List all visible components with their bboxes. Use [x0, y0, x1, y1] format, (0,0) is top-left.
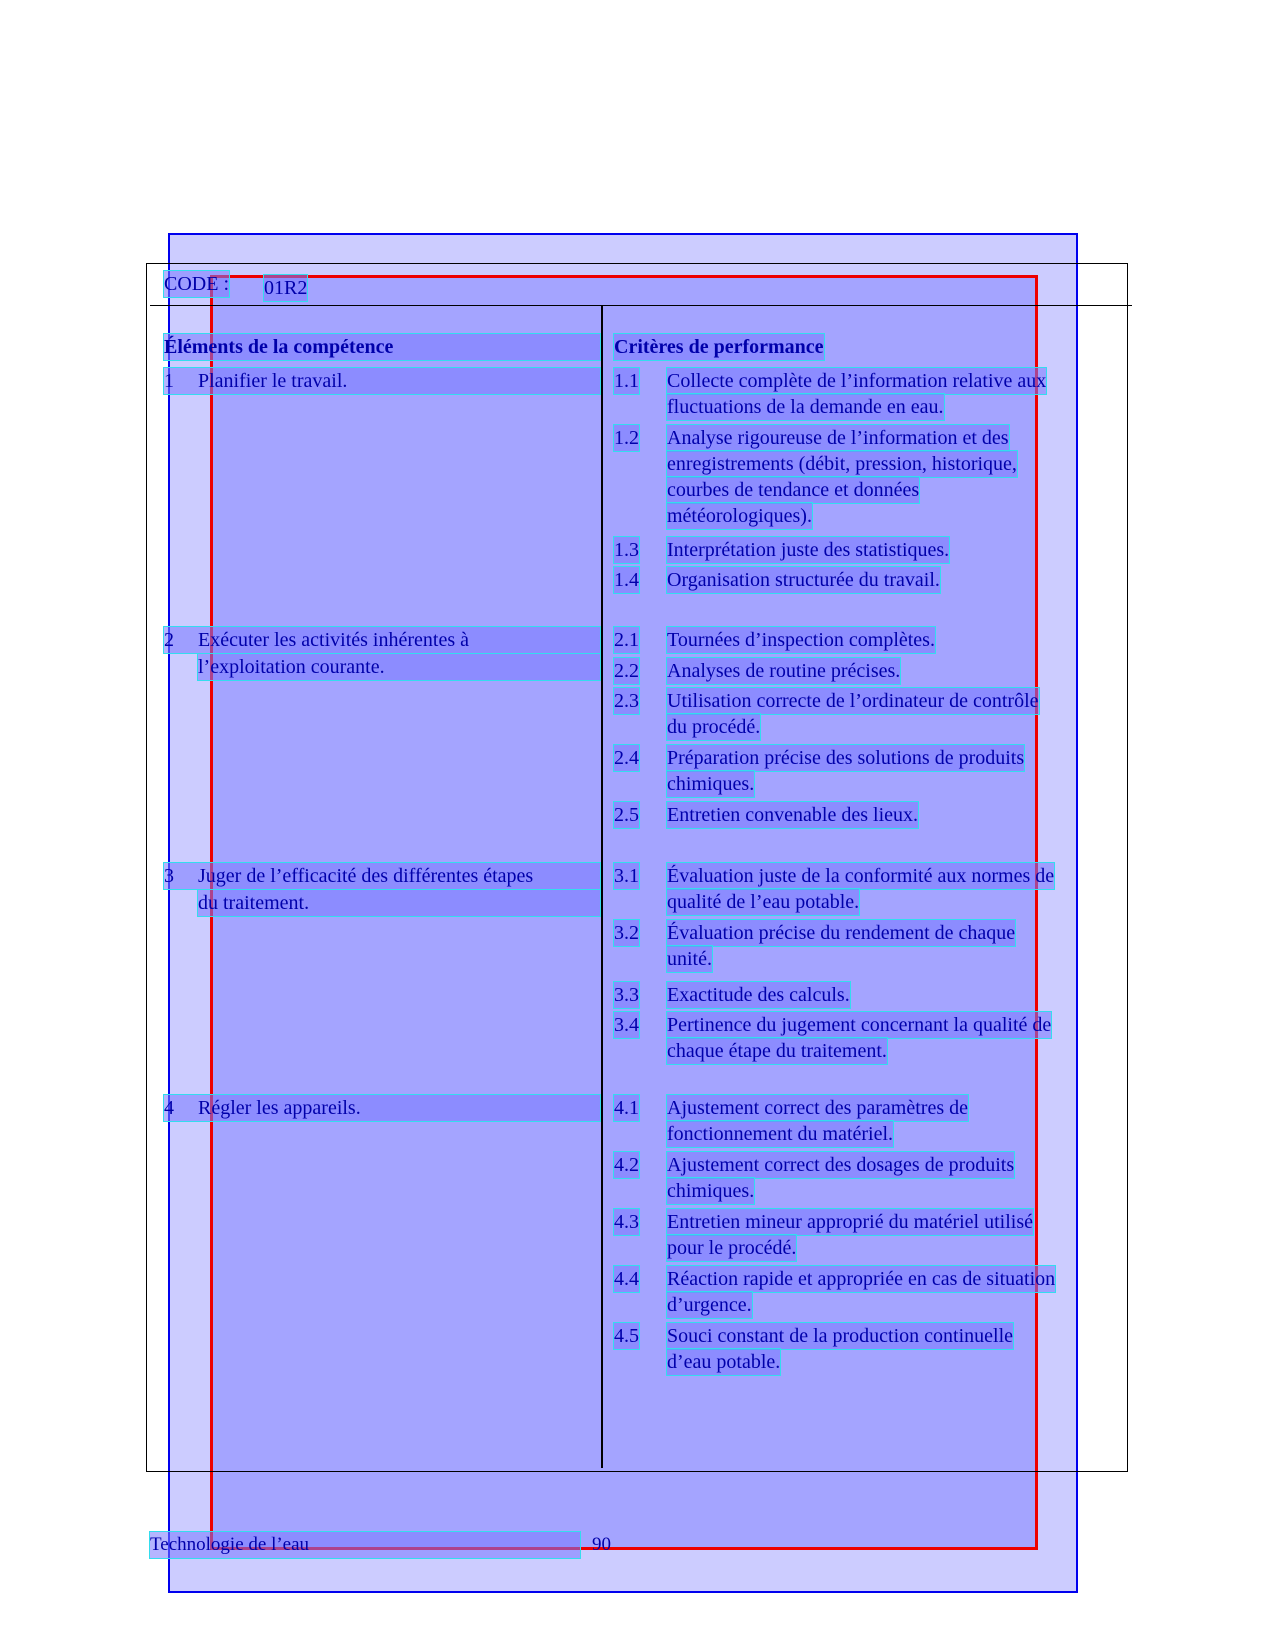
criterion-text-cont: pour le procédé. — [667, 1237, 797, 1259]
criterion-text-cont: du procédé. — [667, 716, 761, 738]
criterion-number: 3.2 — [614, 922, 639, 944]
criterion-text-cont: fonctionnement du matériel. — [667, 1123, 894, 1145]
element-number: 4 — [164, 1097, 174, 1119]
element-text-cont: du traitement. — [198, 890, 600, 916]
element-row-4-line-1 — [164, 1095, 600, 1121]
criterion-number: 3.4 — [614, 1014, 639, 1036]
criterion-text: Préparation précise des solutions de produits — [667, 747, 1025, 769]
criterion-text: Souci constant de la production continuelle — [667, 1325, 1014, 1347]
criterion-text-cont: courbes de tendance et données — [667, 479, 920, 501]
criterion-number: 3.3 — [614, 984, 639, 1006]
criterion-number: 4.4 — [614, 1268, 639, 1290]
criterion-number: 1.4 — [614, 569, 639, 591]
criterion-text-cont: chimiques. — [667, 773, 755, 795]
criterion-text: Collecte complète de l’information relative aux — [667, 370, 1047, 392]
criterion-number: 2.5 — [614, 804, 639, 826]
criterion-text: Interprétation juste des statistiques. — [667, 539, 950, 561]
criterion-text-cont: d’eau potable. — [667, 1351, 781, 1373]
criterion-text-cont: d’urgence. — [667, 1294, 752, 1316]
criterion-text: Réaction rapide et appropriée en cas de situation — [667, 1268, 1056, 1290]
criterion-text: Ajustement correct des dosages de produits — [667, 1154, 1015, 1176]
code-label: CODE : — [164, 273, 229, 295]
criterion-number: 1.2 — [614, 427, 639, 449]
footer-title: Technologie de l’eau — [150, 1532, 580, 1558]
criterion-text-cont: chimiques. — [667, 1180, 755, 1202]
criterion-text-cont: unité. — [667, 948, 712, 970]
criterion-text: Organisation structurée du travail. — [667, 569, 940, 591]
element-text-cont: l’exploitation courante. — [198, 654, 600, 680]
element-text: Exécuter les activités inhérentes à — [198, 629, 469, 651]
criterion-text: Évaluation précise du rendement de chaque — [667, 922, 1016, 944]
element-number: 1 — [164, 370, 174, 392]
criterion-text: Tournées d’inspection complètes. — [667, 629, 935, 651]
criterion-text: Pertinence du jugement concernant la qualité de — [667, 1014, 1052, 1036]
column-divider — [601, 306, 603, 1468]
criterion-text: Exactitude des calculs. — [667, 984, 850, 1006]
criterion-number: 2.4 — [614, 747, 639, 769]
criterion-number: 4.5 — [614, 1325, 639, 1347]
code-rule — [150, 305, 1132, 306]
criterion-text: Entretien convenable des lieux. — [667, 804, 919, 826]
criterion-text: Utilisation correcte de l’ordinateur de contrôle — [667, 690, 1039, 712]
criterion-number: 2.2 — [614, 660, 639, 682]
page-number: 90 — [592, 1534, 611, 1555]
criterion-text: Évaluation juste de la conformité aux normes de — [667, 865, 1055, 887]
criterion-text: Analyses de routine précises. — [667, 660, 901, 682]
element-row-2-line-1 — [164, 627, 600, 653]
criterion-text-cont: qualité de l’eau potable. — [667, 891, 860, 913]
criterion-number: 1.3 — [614, 539, 639, 561]
criterion-number: 4.1 — [614, 1097, 639, 1119]
criterion-number: 2.1 — [614, 629, 639, 651]
element-number: 2 — [164, 629, 174, 651]
criterion-number: 3.1 — [614, 865, 639, 887]
criteria-header: Critères de performance — [614, 336, 824, 358]
criterion-text-cont: fluctuations de la demande en eau. — [667, 396, 944, 418]
criterion-text: Ajustement correct des paramètres de — [667, 1097, 968, 1119]
elements-header: Éléments de la compétence — [164, 334, 600, 360]
criterion-number: 4.3 — [614, 1211, 639, 1233]
element-number: 3 — [164, 865, 174, 887]
criterion-text: Entretien mineur approprié du matériel utilisé — [667, 1211, 1033, 1233]
criterion-number: 4.2 — [614, 1154, 639, 1176]
criterion-text: Analyse rigoureuse de l’information et des — [667, 427, 1009, 449]
criterion-text-cont: chaque étape du traitement. — [667, 1040, 887, 1062]
criterion-number: 1.1 — [614, 370, 639, 392]
element-text: Juger de l’efficacité des différentes étapes — [198, 865, 534, 887]
element-text: Régler les appareils. — [198, 1097, 361, 1119]
element-row-3-line-1 — [164, 863, 600, 889]
criterion-text-cont: enregistrements (débit, pression, historique, — [667, 453, 1017, 475]
code-value: 01R2 — [264, 277, 308, 299]
criterion-number: 2.3 — [614, 690, 639, 712]
criterion-text-cont: météorologiques). — [667, 505, 812, 527]
element-row-1-line-1 — [164, 368, 600, 394]
element-text: Planifier le travail. — [198, 370, 348, 392]
